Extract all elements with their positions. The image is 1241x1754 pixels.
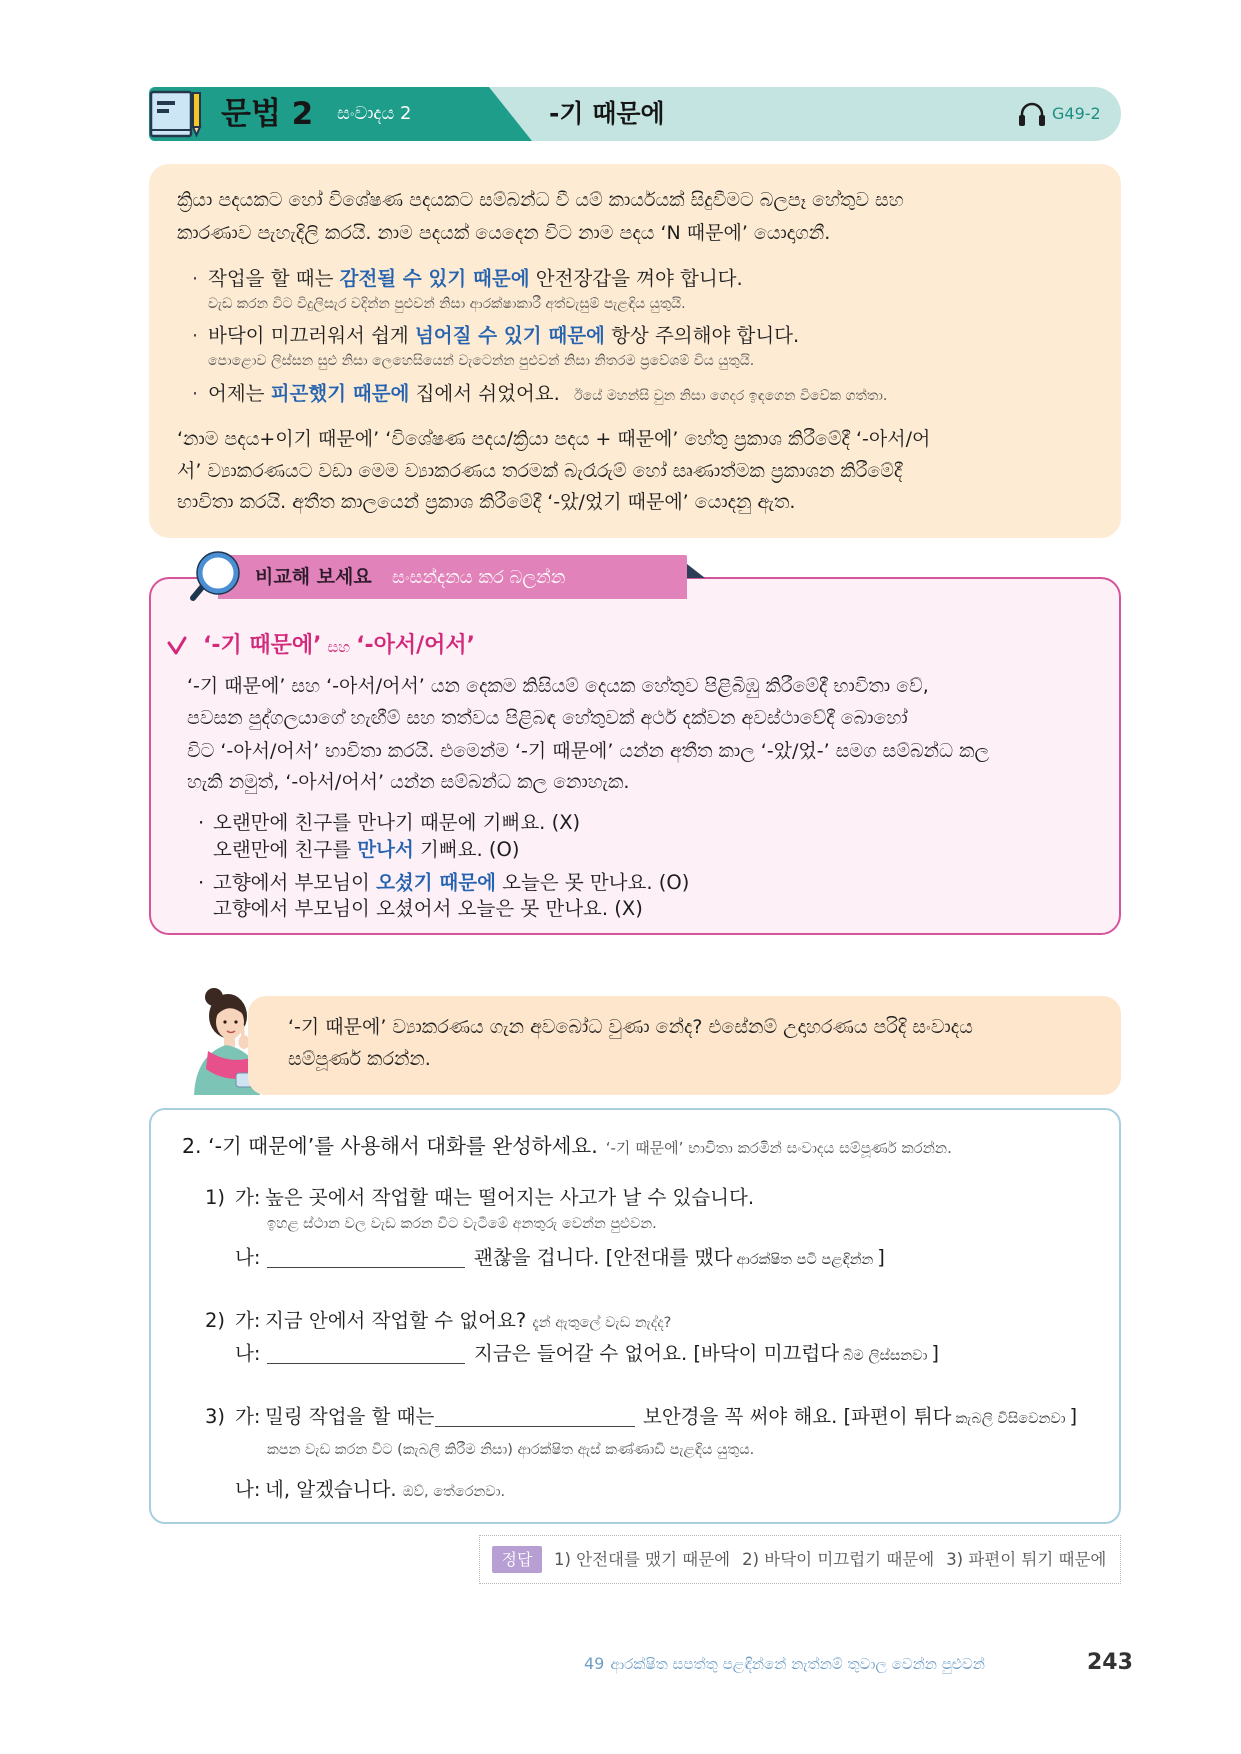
hint-close: ]	[877, 1246, 885, 1269]
speaker-b-text: 네, 알겠습니다.	[265, 1478, 397, 1501]
speaker-a-label: 가:	[235, 1405, 261, 1428]
answer-blank	[267, 1340, 465, 1364]
speaker-a-translation: දැන් ඇතුලේ වැඩ නැද්ද?	[532, 1315, 672, 1331]
item-number: 3)	[205, 1405, 226, 1428]
intro-line: කාරණාව පැහැදිලි කරයි. නාම පදයක් යෙදෙන විට නාම පදය ‘N 때문에’ යොදාගනී.	[177, 222, 831, 244]
bullet: ·	[198, 871, 205, 894]
answer-list	[554, 1548, 1118, 1572]
answer-blank	[267, 1244, 465, 1268]
speaker-a-text: 지금 안에서 작업할 수 없어요?	[265, 1309, 527, 1332]
speaker-b-label: 나:	[235, 1246, 261, 1269]
page-number: 243	[1087, 1650, 1133, 1675]
example-text: 작업을 할 때는	[208, 267, 340, 290]
speaker-b-line	[265, 1476, 505, 1504]
example-sentence	[208, 381, 887, 407]
speaker-a-translation: කපන වැඩ කරන විට (කැබලි කිරීම නිසා) ආරක්ෂිත ඇස් කණ්ණාඩි පැළඳිය යුතුය.	[267, 1442, 755, 1458]
note-line: 서’ ව්‍යාකරණයට වඩා මෙම ව්‍යාකරණය තරමක් බැරෑරුම් හෝ සෘණාත්මක ප්‍රකාශන කිරීමේදී	[177, 460, 903, 482]
lesson-label: 문법 2	[221, 96, 314, 132]
tip-bubble	[248, 996, 1121, 1095]
speaker-a-line: 밀링 작업을 할 때는	[265, 1405, 435, 1428]
speaker-b-line	[474, 1340, 939, 1370]
speaker-a-label: 가:	[235, 1186, 261, 1209]
speaker-a-translation: ඉහළ ස්ථාන වල වැඩ කරන විට වැටීමේ අනතුරු වෙන්න පුළුවන.	[267, 1216, 657, 1232]
example-highlight: 만나서	[357, 838, 414, 861]
bullet: ·	[198, 811, 205, 834]
compare-box	[149, 577, 1121, 935]
example-highlight: 넘어질 수 있기 때문에	[414, 324, 605, 347]
speaker-b-label: 나:	[235, 1342, 261, 1365]
headphones-icon	[1017, 100, 1047, 128]
hint-open: [	[605, 1246, 614, 1269]
bullet: ·	[192, 325, 199, 347]
bullet: ·	[192, 383, 199, 405]
note-line: භාවිතා කරයි. අතීත කාලයෙන් ප්‍රකාශ කිරීමේදී ‘-았/었기 때문에’ යොදනු ඇත.	[177, 491, 796, 513]
example-translation: පොළොව ලිස්සන සුළු නිසා ලෙහෙසියෙන් වැටෙන්න පුළුවන් නිසා නිතරම ප්‍රවේශම් විය යුතුයි.	[208, 353, 755, 369]
speaker-a-line: 높은 곳에서 작업할 때는 떨어지는 사고가 날 수 있습니다.	[265, 1186, 755, 1209]
compare-tab-subtitle: සංසන්දනය කර බලන්න	[392, 567, 566, 588]
answer-item: 2) 바닥이 미끄럽기 때문에	[742, 1550, 935, 1569]
example-text: 항상 주의해야 합니다.	[604, 324, 800, 347]
chapter-title: ආරක්ෂිත සපත්තු පළඳින්නේ නැත්නම් තුවාල වෙන්න පුළුවන්	[610, 1655, 985, 1673]
compare-line: විට ‘-아서/어서’ භාවිතා කරයි. එමෙන්ම ‘-기 때문에’ යන්න අතීත කාල ‘-았/었-’ සමග සම්බන්ධ කල	[187, 740, 990, 762]
tab-fold-decoration	[687, 563, 705, 577]
compare-tab-title: 비교해 보세요	[255, 566, 372, 588]
chapter-number: 49	[584, 1654, 605, 1673]
intro-line: ක්‍රියා පදයකට හෝ විශේෂණ පදයකට සම්බන්ධ වී යම් කාර්යයක් සිදුවීමට බලපෑ හේතුව සහ	[177, 189, 904, 211]
exercise-title	[182, 1131, 952, 1163]
hint-ko: 바닥이 미끄럽다	[700, 1342, 840, 1365]
compare-heading-a: ‘-기 때문에’	[203, 633, 322, 658]
answer-blank	[435, 1403, 635, 1427]
running-footer	[584, 1651, 985, 1677]
compare-line: ‘-기 때문에’ සහ ‘-아서/어서’ යන දෙකම කිසියම් දෙයක හේතුව පිළිබිඹු කිරීමේදී භාවිතා වේ,	[187, 675, 929, 697]
example-highlight: 오셨기 때문에	[376, 871, 496, 894]
answer-item: 1) 안전대를 맸기 때문에	[554, 1550, 731, 1569]
compare-heading-b: ‘-아서/어서’	[356, 633, 475, 658]
answer-item: 3) 파편이 튀기 때문에	[946, 1550, 1107, 1569]
example-text: 집에서 쉬었어요.	[409, 382, 560, 405]
example-text: 기뻐요. (O)	[413, 838, 520, 861]
compare-tab	[218, 555, 687, 599]
hint-ko: 안전대를 맸다	[613, 1246, 733, 1269]
hint-si: බිම ලිස්සනවා	[843, 1348, 928, 1364]
hint-open: [	[693, 1342, 701, 1365]
grammar-title: -기 때문에	[549, 99, 665, 128]
speaker-b-translation: ඔව්, තේරෙනවා.	[402, 1484, 506, 1500]
example-highlight: 감전될 수 있기 때문에	[339, 267, 530, 290]
answer-key-label: 정답	[492, 1546, 542, 1573]
grammar-header	[149, 87, 1121, 141]
compare-heading	[203, 631, 475, 662]
grammar-explanation	[149, 164, 1121, 538]
compare-heading-and: සහ	[327, 638, 351, 656]
example-text: 어제는	[208, 382, 271, 405]
check-icon	[166, 635, 188, 657]
compare-example-wrong: 고향에서 부모님이 오셨어서 오늘은 못 만나요. (X)	[213, 897, 643, 920]
compare-line: හැකි නමුත්, ‘-아서/어서’ යන්න සම්බන්ධ කල නොහැක.	[187, 771, 630, 793]
exercise-title-ko: 2. ‘-기 때문에’를 사용해서 대화를 완성하세요.	[182, 1134, 598, 1158]
magnifier-icon	[188, 549, 242, 603]
compare-example-wrong: 오랜만에 친구를 만나기 때문에 기뻐요. (X)	[213, 811, 581, 834]
exercise-box	[149, 1108, 1121, 1524]
example-highlight: 피곤했기 때문에	[270, 382, 410, 405]
example-text: 오늘은 못 만나요. (O)	[495, 871, 690, 894]
bullet: ·	[192, 268, 199, 290]
speaker-b-text: 괜찮을 겁니다.	[474, 1246, 600, 1269]
example-text: 오랜만에 친구를	[213, 838, 358, 861]
example-text: 고향에서 부모님이	[213, 871, 377, 894]
example-text: 바닥이 미끄러워서 쉽게	[208, 324, 415, 347]
example-sentence	[208, 323, 799, 349]
speaker-b-line	[474, 1244, 885, 1274]
hint-si: ආරක්ෂිත පටි පළඳින්න	[736, 1252, 874, 1268]
note-line: ‘නාම පදය+이기 때문에’ ‘විශේෂණ පදය/ක්‍රියා පදය + 때문에’ හේතු ප්‍රකාශ කිරීමේදී ‘-아서/어	[177, 428, 931, 450]
speaker-a-line	[265, 1307, 671, 1335]
example-text: 안전장갑을 껴야 합니다.	[529, 267, 743, 290]
example-translation: ඊයේ මහන්සි වුන නිසා ගෙදර ඉඳගෙන විවේක ගත්තා.	[574, 388, 888, 404]
item-number: 2)	[205, 1309, 226, 1332]
lesson-sublabel: සංවාදය 2	[337, 103, 412, 124]
speaker-a-label: 가:	[235, 1309, 261, 1332]
item-number: 1)	[205, 1186, 226, 1209]
answer-key	[479, 1535, 1121, 1584]
tip-line: සම්පූර්ණ කරන්න.	[288, 1048, 431, 1070]
hint-close: ]	[931, 1342, 939, 1365]
exercise-title-si: ‘-기 때문에’ භාවිතා කරමින් සංවාදය සම්පූර්ණ කරන්න.	[605, 1139, 952, 1157]
audio-track-code: G49-2	[1052, 104, 1101, 123]
speaker-b-text: 지금은 들어갈 수 없어요.	[474, 1342, 688, 1365]
speaker-a-line-end	[643, 1403, 1077, 1433]
tip-line: ‘-기 때문에’ ව්‍යාකරණය ගැන අවබෝධ වුණා නේද? එසේනම් උදාහරණය පරිදි සංවාදය	[288, 1016, 973, 1038]
hint-ko: 파편이 튀다	[851, 1405, 952, 1428]
compare-example-right	[213, 836, 519, 863]
speaker-b-label: 나:	[235, 1478, 261, 1501]
compare-line: පවසන පුද්ගලයාගේ හැඟීම් සහ තත්වය පිළිබඳ හේතුවක් අර්ථ දක්වන අවස්ථාවේදී බොහෝ	[187, 707, 908, 729]
hint-open: [	[843, 1405, 852, 1428]
example-sentence	[208, 266, 743, 292]
example-translation: වැඩ කරන විට විදුලිසැර වදින්න පුළුවන් නිසා ආරක්ෂාකාරී අත්වැසුම් පැළඳිය යුතුයි.	[208, 296, 686, 312]
hint-close: ]	[1069, 1405, 1078, 1428]
compare-example-right	[213, 869, 689, 896]
book-icon	[147, 87, 203, 141]
hint-si: කැබලි විසිවෙනවා	[955, 1411, 1066, 1427]
speaker-a-text: 보안경을 꼭 써야 해요.	[643, 1405, 838, 1428]
